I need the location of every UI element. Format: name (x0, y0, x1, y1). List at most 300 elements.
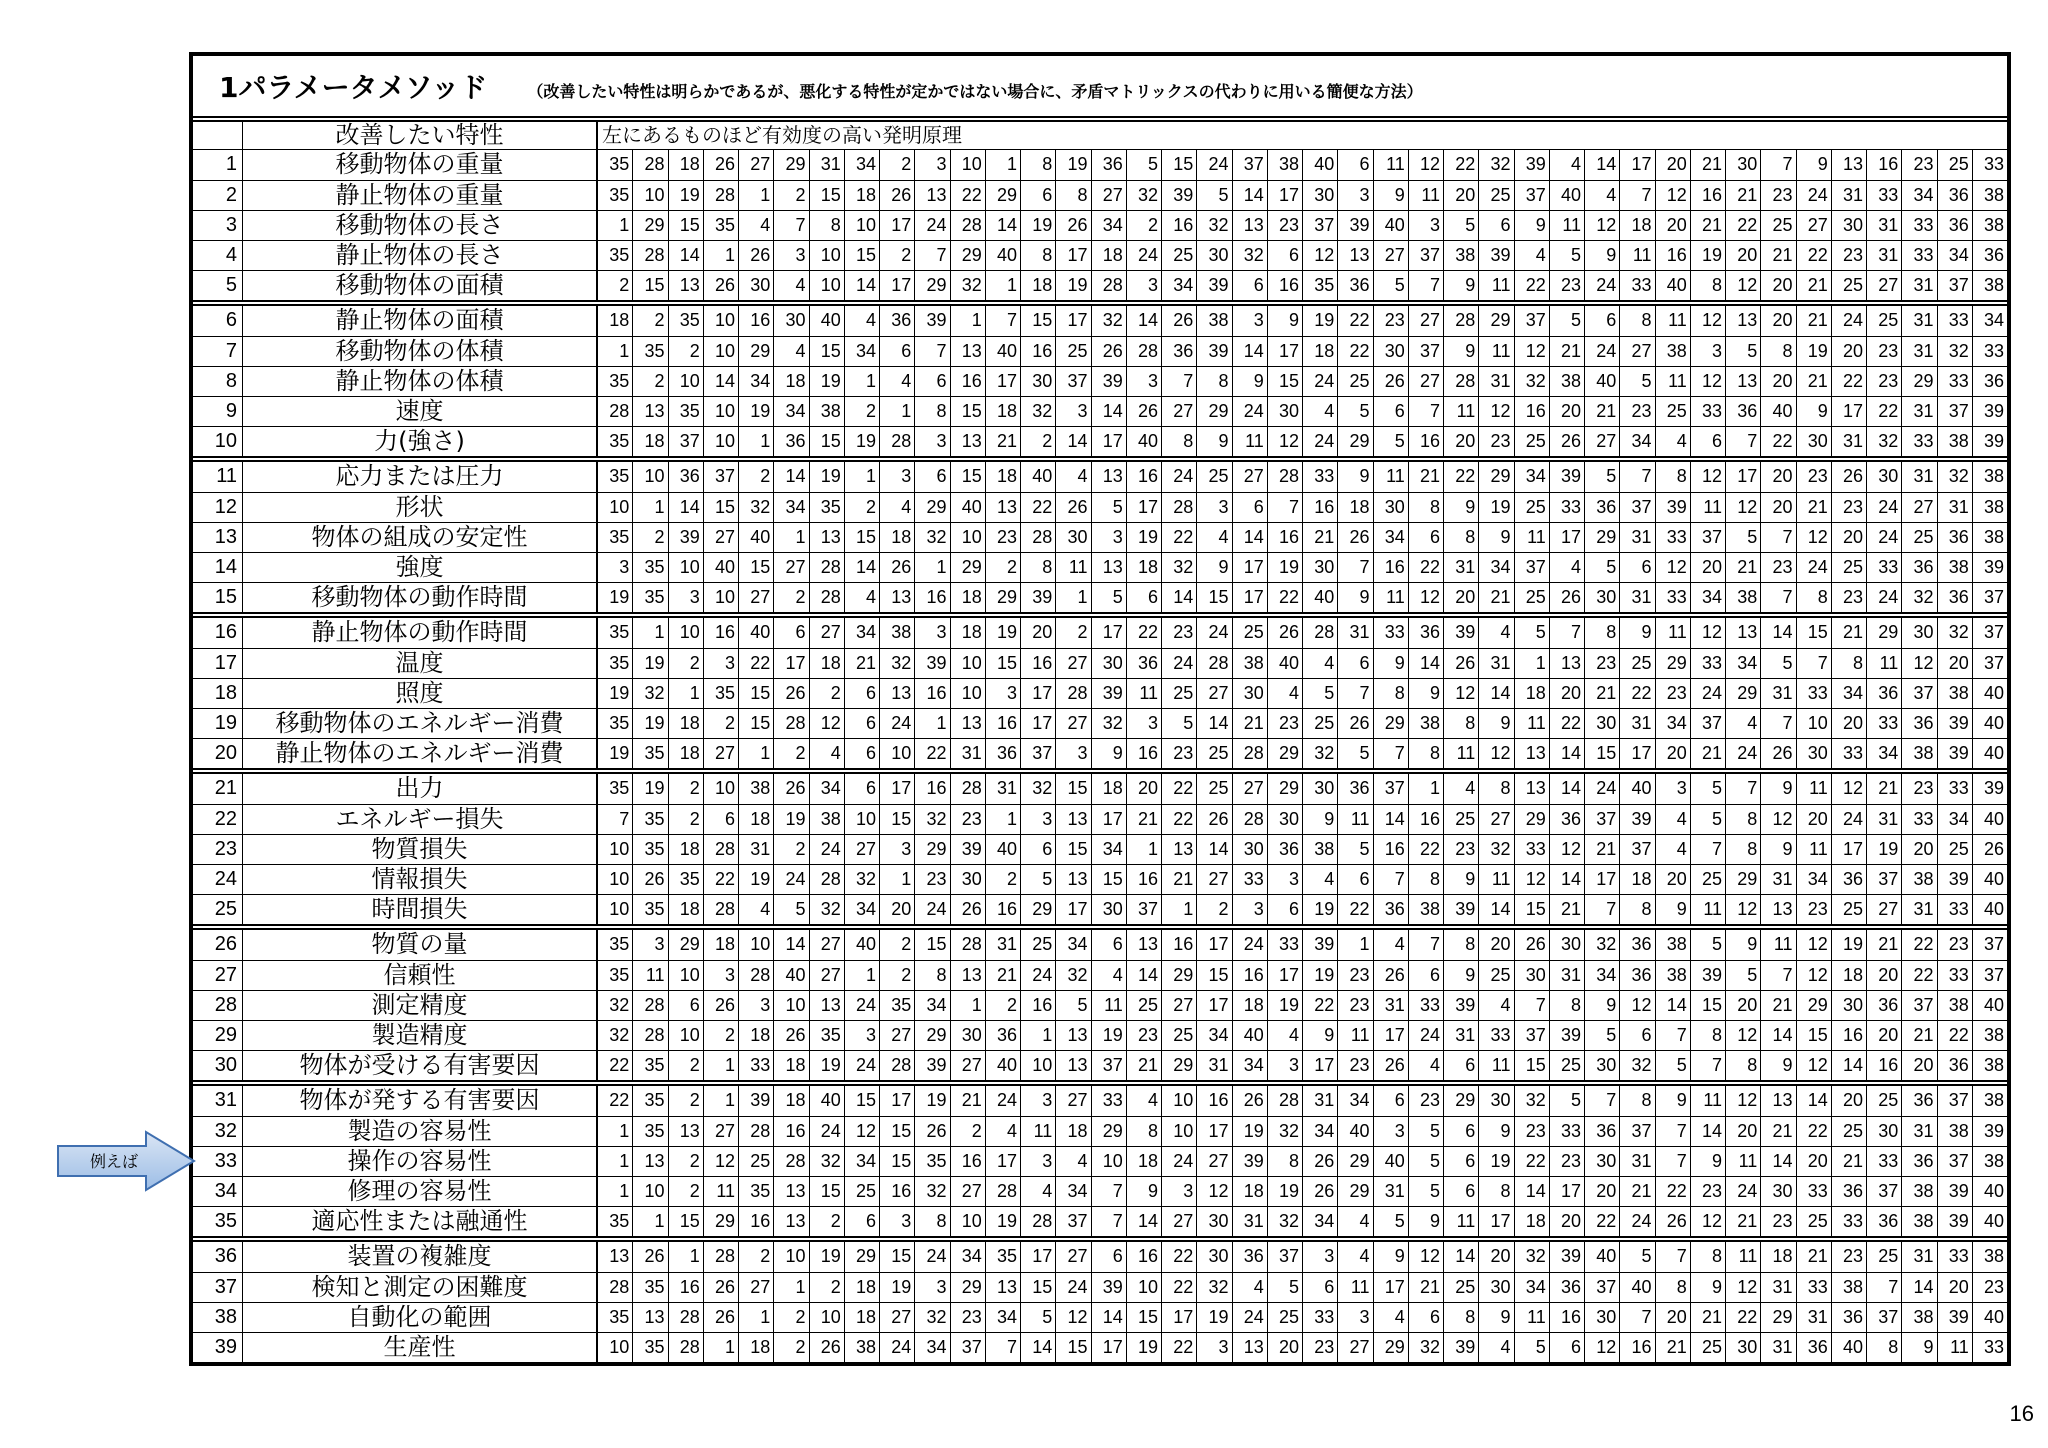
principle-number: 32 (915, 523, 950, 552)
principle-number: 15 (845, 241, 880, 270)
principle-number: 11 (1726, 1242, 1761, 1272)
principle-number: 29 (1338, 1177, 1373, 1206)
principle-number: 35 (598, 930, 633, 960)
principle-number: 11 (1656, 618, 1691, 648)
principle-number: 6 (1127, 583, 1162, 612)
principle-number: 12 (1691, 367, 1726, 396)
principle-number: 18 (1515, 679, 1550, 708)
principle-number: 3 (1127, 367, 1162, 396)
principle-number: 28 (704, 895, 739, 924)
principle-number: 26 (951, 895, 986, 924)
feature-row (193, 1050, 2007, 1080)
feature-name: 操作の容易性 (243, 1147, 598, 1176)
principle-number: 24 (1867, 523, 1902, 552)
principle-number: 21 (1797, 306, 1832, 336)
principle-number: 33 (1409, 991, 1444, 1020)
principle-number: 28 (633, 991, 668, 1020)
principle-number: 21 (1761, 241, 1796, 270)
principle-number: 31 (1902, 1242, 1937, 1272)
principle-number: 8 (1127, 1117, 1162, 1146)
principle-number: 39 (1656, 493, 1691, 522)
principle-number: 29 (669, 930, 704, 960)
principle-number: 9 (1797, 150, 1832, 180)
row-number: 24 (193, 865, 243, 894)
principle-number: 28 (633, 241, 668, 270)
feature-name: 移動物体の重量 (243, 150, 598, 180)
principle-number: 29 (1867, 618, 1902, 648)
principle-number: 25 (1127, 991, 1162, 1020)
principle-number: 22 (951, 181, 986, 210)
principle-number: 21 (1127, 1051, 1162, 1080)
principle-number: 35 (633, 583, 668, 612)
principle-number: 35 (598, 1207, 633, 1236)
principle-number: 17 (1127, 493, 1162, 522)
principle-number: 34 (1056, 1177, 1091, 1206)
principle-number: 7 (1761, 523, 1796, 552)
principle-number: 26 (1233, 1086, 1268, 1116)
principle-number: 31 (986, 930, 1021, 960)
principle-number: 22 (915, 739, 950, 768)
principle-number: 14 (1021, 1333, 1056, 1362)
principle-number: 32 (915, 805, 950, 834)
principle-number: 6 (1338, 865, 1373, 894)
principle-number: 14 (1550, 739, 1585, 768)
principle-number: 32 (915, 1177, 950, 1206)
principle-number: 34 (774, 397, 809, 426)
principle-number: 16 (1268, 271, 1303, 300)
principle-number: 24 (1867, 583, 1902, 612)
principle-number: 12 (1691, 462, 1726, 492)
principle-number: 11 (1233, 427, 1268, 456)
principle-number: 24 (880, 709, 915, 738)
principle-number: 17 (1550, 523, 1585, 552)
principle-number: 3 (1127, 271, 1162, 300)
principle-number: 40 (986, 241, 1021, 270)
feature-name: 静止物体の長さ (243, 241, 598, 270)
principle-number: 2 (986, 865, 1021, 894)
principle-number: 8 (1409, 493, 1444, 522)
principle-number: 20 (1444, 181, 1479, 210)
feature-row (193, 150, 2007, 180)
principle-number: 33 (1902, 241, 1937, 270)
principle-number: 38 (1656, 930, 1691, 960)
principle-number: 27 (1902, 493, 1937, 522)
principle-number: 20 (1021, 618, 1056, 648)
principle-number: 6 (1374, 1086, 1409, 1116)
principle-number: 31 (1620, 523, 1655, 552)
principle-number: 32 (739, 493, 774, 522)
principle-number: 23 (1585, 649, 1620, 678)
principle-number: 23 (1797, 895, 1832, 924)
principle-number: 19 (1479, 493, 1514, 522)
principle-number: 27 (704, 523, 739, 552)
principle-number: 11 (704, 1177, 739, 1206)
principle-number: 14 (1092, 397, 1127, 426)
feature-row (193, 1086, 2007, 1116)
principle-number: 35 (669, 865, 704, 894)
principle-number: 11 (1656, 367, 1691, 396)
principle-number: 19 (810, 462, 845, 492)
principle-number: 18 (880, 523, 915, 552)
principle-number: 35 (633, 805, 668, 834)
principle-number: 17 (986, 367, 1021, 396)
principle-number: 33 (1867, 709, 1902, 738)
principle-number: 26 (1092, 337, 1127, 366)
principle-number: 23 (1550, 1147, 1585, 1176)
principle-number: 39 (1938, 1177, 1973, 1206)
principle-number: 25 (1197, 739, 1232, 768)
principle-number: 20 (1444, 583, 1479, 612)
principle-number: 35 (598, 241, 633, 270)
principle-number: 21 (1797, 1242, 1832, 1272)
principle-number: 4 (1656, 427, 1691, 456)
principle-number: 15 (915, 930, 950, 960)
principle-number: 27 (1797, 211, 1832, 240)
feature-name: 速度 (243, 397, 598, 426)
principle-number: 22 (1127, 618, 1162, 648)
principle-number: 10 (598, 865, 633, 894)
principle-number: 30 (1585, 709, 1620, 738)
principle-number: 40 (1268, 649, 1303, 678)
principle-number: 24 (1620, 1207, 1655, 1236)
principle-number: 18 (1056, 1117, 1091, 1146)
principle-number: 19 (845, 427, 880, 456)
principle-number: 34 (951, 1242, 986, 1272)
principle-number: 40 (810, 1086, 845, 1116)
principle-number: 9 (1409, 1207, 1444, 1236)
principle-number: 37 (1585, 1273, 1620, 1302)
principle-number: 32 (1021, 774, 1056, 804)
principle-number: 30 (1585, 1303, 1620, 1332)
principle-number: 8 (1585, 618, 1620, 648)
principle-number: 20 (1656, 865, 1691, 894)
principle-number: 16 (1197, 1086, 1232, 1116)
principle-number: 7 (986, 306, 1021, 336)
principle-number: 23 (1338, 991, 1373, 1020)
principle-number: 38 (1938, 553, 1973, 582)
principle-number: 37 (1867, 865, 1902, 894)
row-group (193, 456, 2007, 612)
principle-number: 22 (704, 865, 739, 894)
principle-number: 3 (1056, 397, 1091, 426)
principle-number: 39 (1983, 778, 2004, 798)
feature-row (193, 990, 2007, 1020)
principle-number: 17 (1197, 930, 1232, 960)
principle-number: 30 (1832, 211, 1867, 240)
principle-number: 4 (1092, 961, 1127, 990)
principle-number: 8 (915, 397, 950, 426)
principle-number: 15 (1691, 991, 1726, 1020)
principle-number: 21 (1585, 835, 1620, 864)
principle-number: 25 (1268, 1303, 1303, 1332)
principle-number: 9 (1374, 181, 1409, 210)
principle-number: 39 (1938, 709, 1973, 738)
principle-number: 10 (951, 679, 986, 708)
feature-row (193, 336, 2007, 366)
principle-number: 12 (1797, 961, 1832, 990)
principle-number: 33 (1867, 553, 1902, 582)
principle-number: 24 (1303, 367, 1338, 396)
principle-number: 14 (1127, 961, 1162, 990)
principle-number: 17 (1268, 181, 1303, 210)
principle-number: 32 (1902, 583, 1937, 612)
principle-number: 23 (1374, 306, 1409, 336)
principle-number: 20 (1726, 241, 1761, 270)
principle-number: 7 (915, 241, 950, 270)
principle-number: 35 (633, 739, 668, 768)
principle-number: 19 (986, 1207, 1021, 1236)
principle-number: 18 (845, 1303, 880, 1332)
principle-number: 32 (1127, 181, 1162, 210)
principle-number: 33 (1691, 397, 1726, 426)
principle-number: 9 (1585, 991, 1620, 1020)
principle-number: 39 (1938, 739, 1973, 768)
principle-number: 6 (1092, 1242, 1127, 1272)
principle-number: 31 (810, 150, 845, 180)
row-number: 13 (193, 523, 243, 552)
principle-number: 9 (1761, 1051, 1796, 1080)
principle-number: 9 (1444, 271, 1479, 300)
principle-number: 1 (915, 553, 950, 582)
principle-number: 37 (1691, 523, 1726, 552)
principle-number: 20 (1268, 1333, 1303, 1362)
principle-number: 27 (1056, 649, 1091, 678)
principle-number: 27 (1197, 679, 1232, 708)
principle-number: 18 (669, 150, 704, 180)
principle-number: 21 (1797, 493, 1832, 522)
principle-number: 8 (1056, 181, 1091, 210)
principle-number: 40 (1585, 367, 1620, 396)
principle-number: 20 (1550, 397, 1585, 426)
principle-number: 1 (633, 1207, 668, 1236)
principle-number: 5 (1691, 930, 1726, 960)
principle-number: 11 (1620, 241, 1655, 270)
principle-number: 31 (1233, 1207, 1268, 1236)
principle-number: 19 (1127, 523, 1162, 552)
row-number: 4 (193, 241, 243, 270)
principle-number: 18 (598, 306, 633, 336)
principle-number: 36 (1983, 371, 2004, 391)
principle-number: 29 (1656, 649, 1691, 678)
principle-number: 5 (1550, 306, 1585, 336)
principle-number: 39 (1197, 337, 1232, 366)
principle-number: 5 (1374, 1207, 1409, 1236)
principle-number: 10 (774, 991, 809, 1020)
principle-number: 33 (1303, 462, 1338, 492)
principle-number: 20 (1761, 306, 1796, 336)
row-number: 38 (193, 1303, 243, 1332)
principle-number: 24 (1233, 1303, 1268, 1332)
principle-number: 20 (1550, 1207, 1585, 1236)
principle-number: 4 (1550, 150, 1585, 180)
principle-number: 23 (1162, 618, 1197, 648)
principle-number: 38 (1938, 1117, 1973, 1146)
principle-number: 38 (1303, 835, 1338, 864)
principle-number: 18 (1092, 241, 1127, 270)
principle-number: 21 (1303, 523, 1338, 552)
principle-number: 13 (633, 397, 668, 426)
principle-number: 37 (1127, 895, 1162, 924)
principle-number: 12 (1691, 306, 1726, 336)
principle-number: 9 (1338, 583, 1373, 612)
feature-name: 情報損失 (243, 865, 598, 894)
principle-number: 22 (598, 1086, 633, 1116)
principle-number: 32 (1197, 211, 1232, 240)
principle-number: 6 (1021, 835, 1056, 864)
principle-number: 12 (1797, 1051, 1832, 1080)
principle-number: 29 (986, 181, 1021, 210)
principle-number: 37 (951, 1333, 986, 1362)
principle-number: 24 (1021, 961, 1056, 990)
principle-number: 36 (1338, 774, 1373, 804)
row-number: 18 (193, 679, 243, 708)
principle-number: 1 (598, 1147, 633, 1176)
principle-number: 25 (1832, 271, 1867, 300)
principle-number: 27 (810, 618, 845, 648)
principle-number: 39 (1938, 865, 1973, 894)
principle-number: 17 (1620, 150, 1655, 180)
feature-name: 静止物体のエネルギー消費 (243, 739, 598, 768)
principle-number: 2 (669, 649, 704, 678)
principle-number: 22 (1620, 679, 1655, 708)
principle-number: 35 (704, 679, 739, 708)
principle-number: 9 (1479, 523, 1514, 552)
principle-number: 12 (1726, 895, 1761, 924)
principle-number: 9 (1197, 427, 1232, 456)
principle-number: 18 (1515, 1207, 1550, 1236)
principle-number: 10 (669, 553, 704, 582)
principle-number: 40 (986, 337, 1021, 366)
principle-number: 38 (1983, 1151, 2004, 1171)
principle-number: 25 (1197, 774, 1232, 804)
principle-number: 10 (704, 427, 739, 456)
principle-number: 22 (1162, 774, 1197, 804)
principle-number: 4 (1303, 865, 1338, 894)
principle-number: 18 (704, 930, 739, 960)
principle-number: 1 (598, 1117, 633, 1146)
principle-number: 15 (1268, 367, 1303, 396)
principle-number: 7 (1338, 679, 1373, 708)
principle-number: 29 (1479, 462, 1514, 492)
principle-number: 6 (1233, 271, 1268, 300)
principle-number: 10 (951, 150, 986, 180)
principle-number: 5 (1056, 991, 1091, 1020)
row-number: 22 (193, 805, 243, 834)
principle-number: 37 (1867, 1177, 1902, 1206)
principle-number: 8 (1620, 1086, 1655, 1116)
principle-number: 2 (669, 1177, 704, 1206)
principle-number: 21 (1726, 181, 1761, 210)
principle-number: 9 (1444, 493, 1479, 522)
principle-number: 18 (1303, 337, 1338, 366)
principle-number: 10 (704, 774, 739, 804)
principle-number: 24 (1585, 337, 1620, 366)
principle-number: 24 (1797, 181, 1832, 210)
principle-number: 37 (1233, 150, 1268, 180)
principle-number: 16 (1268, 523, 1303, 552)
principle-number: 36 (1983, 245, 2004, 265)
principle-number: 21 (1726, 1207, 1761, 1236)
principle-number: 40 (1338, 1117, 1373, 1146)
principle-number: 16 (915, 583, 950, 612)
principle-number: 14 (1409, 649, 1444, 678)
principle-number: 4 (1656, 805, 1691, 834)
principle-number: 16 (1021, 991, 1056, 1020)
principle-number: 19 (1268, 553, 1303, 582)
principle-number: 11 (1092, 991, 1127, 1020)
principle-number: 28 (704, 835, 739, 864)
principle-number: 5 (1726, 337, 1761, 366)
principle-number: 28 (1444, 306, 1479, 336)
principle-number: 23 (1550, 271, 1585, 300)
principle-number: 28 (1268, 1086, 1303, 1116)
principle-number: 35 (598, 774, 633, 804)
principle-number: 27 (880, 1303, 915, 1332)
principle-number: 4 (1585, 181, 1620, 210)
principle-number: 39 (1021, 583, 1056, 612)
principle-number: 31 (1620, 583, 1655, 612)
principle-number: 35 (704, 211, 739, 240)
principle-number: 33 (1656, 583, 1691, 612)
row-group (193, 924, 2007, 1080)
principle-number: 40 (739, 523, 774, 552)
principle-number: 5 (1761, 649, 1796, 678)
principle-number: 9 (1691, 1147, 1726, 1176)
principle-number: 32 (1867, 427, 1902, 456)
principle-table (189, 52, 2011, 1366)
principle-number: 5 (1197, 181, 1232, 210)
principle-number: 8 (1726, 835, 1761, 864)
principle-number: 7 (986, 1333, 1021, 1362)
principle-number: 18 (986, 397, 1021, 426)
principle-number: 23 (1832, 1242, 1867, 1272)
principle-number: 29 (1902, 367, 1937, 396)
principle-number: 19 (1479, 1147, 1514, 1176)
principle-number: 37 (1938, 1086, 1973, 1116)
principle-number: 15 (810, 337, 845, 366)
row-number: 10 (193, 427, 243, 456)
principle-number: 11 (1656, 306, 1691, 336)
principle-number: 10 (669, 367, 704, 396)
principle-number: 38 (1902, 1177, 1937, 1206)
principle-number: 20 (1585, 1177, 1620, 1206)
principle-number: 17 (1233, 553, 1268, 582)
principle-number: 24 (915, 211, 950, 240)
principle-number: 27 (1867, 271, 1902, 300)
principle-number: 30 (1585, 583, 1620, 612)
principle-number: 1 (598, 211, 633, 240)
principle-number: 13 (1515, 774, 1550, 804)
page-number: 16 (2009, 1401, 2034, 1426)
principle-number: 33 (1832, 739, 1867, 768)
principle-number: 34 (1092, 835, 1127, 864)
principle-number: 22 (1162, 1242, 1197, 1272)
principle-number: 28 (1303, 618, 1338, 648)
principle-number: 11 (1479, 337, 1514, 366)
principle-number: 25 (1832, 895, 1867, 924)
principle-number: 40 (1983, 1181, 2004, 1201)
principle-number: 28 (633, 1021, 668, 1050)
principle-number: 18 (774, 1051, 809, 1080)
principle-number: 28 (986, 1177, 1021, 1206)
principle-number: 2 (774, 835, 809, 864)
principle-number: 13 (1056, 805, 1091, 834)
principle-number: 1 (633, 618, 668, 648)
principle-number: 35 (633, 337, 668, 366)
principle-number: 15 (1585, 739, 1620, 768)
principle-number: 10 (1127, 1273, 1162, 1302)
principle-number: 11 (1056, 553, 1091, 582)
